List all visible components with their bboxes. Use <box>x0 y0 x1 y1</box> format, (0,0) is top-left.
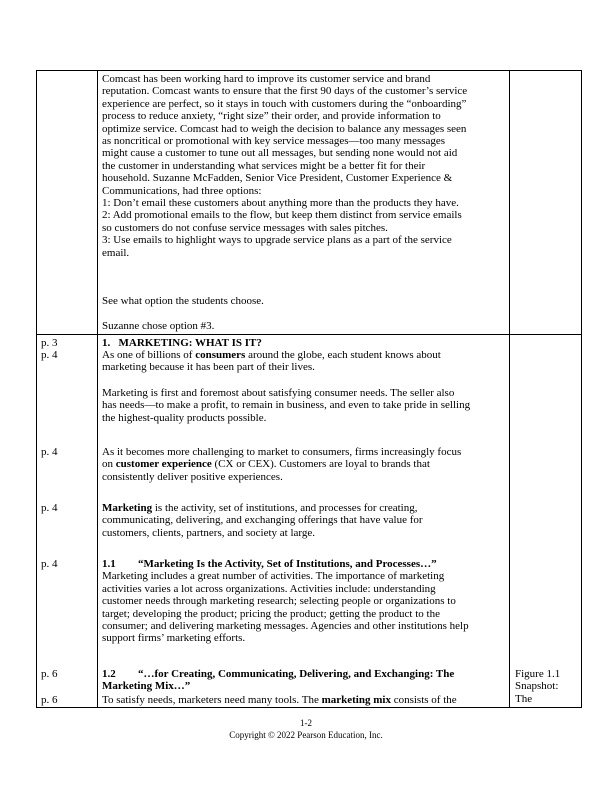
notes-cell <box>510 335 581 708</box>
text-run: around the globe, each student knows about <box>245 349 441 361</box>
text-run: is the activity, set of institutions, and processes for creating, <box>152 502 418 514</box>
cx-line-2 <box>102 458 430 470</box>
definition-line: customers, clients, partners, and society at large. <box>102 526 316 539</box>
text-line: so customers do not confuse service messages with sales pitches. <box>102 221 388 234</box>
chose-option-text: Suzanne chose option #3. <box>102 320 215 332</box>
content-cell <box>98 335 510 708</box>
cx-line-3: consistently deliver positive experiences. <box>102 470 283 483</box>
needs-line: Marketing is first and foremost about satisfying consumer needs. The seller also <box>102 387 455 399</box>
text-line: experience are perfect, so it stays in touch with customers during the “onboarding” <box>102 97 467 110</box>
text-line: activities varies a lot across organizations. Activities include: understanding <box>102 582 436 595</box>
figure-note: The <box>515 692 533 705</box>
copyright-notice: Copyright © 2022 Pearson Education, Inc. <box>229 730 383 740</box>
page-ref-cell <box>37 335 98 708</box>
text-line: the customer in understanding what services might be a better fit for their <box>102 159 426 172</box>
table-row-comcast <box>37 71 581 335</box>
notes-cell <box>510 71 581 334</box>
consumers-line <box>102 349 441 361</box>
key-term-consumers: consumers <box>195 349 246 361</box>
subsection-title: “…for Creating, Communicating, Delivering, and Exchanging: The <box>138 668 455 680</box>
section-heading: 1. MARKETING: WHAT IS IT? <box>102 337 262 349</box>
text-line: process to reduce anxiety, “right size” their order, and provide information to <box>102 110 441 123</box>
outline-table <box>36 70 582 708</box>
subsection-number: 1.2 <box>102 668 116 680</box>
page-ref: p. 4 <box>41 502 58 514</box>
text-line: Communications, had three options: <box>102 184 262 197</box>
subsection-number: 1.1 <box>102 558 116 570</box>
definition-line <box>102 502 417 514</box>
figure-note: Snapshot: <box>515 680 559 693</box>
key-term-customer-experience: customer experience <box>115 458 212 471</box>
page-ref: p. 3 <box>41 337 58 349</box>
page-ref: p. 6 <box>41 694 58 706</box>
text-line: support firms’ marketing efforts. <box>102 632 246 645</box>
text-run: consists of the <box>390 694 457 706</box>
text-line: 3: Use emails to highlight ways to upgrade service plans as a part of the service <box>102 234 452 247</box>
text-run: on <box>102 458 116 471</box>
figure-note: Figure 1.1 <box>515 668 561 680</box>
see-option-text: See what option the students choose. <box>102 295 264 307</box>
definition-line: communicating, delivering, and exchanging offerings that have value for <box>102 514 423 527</box>
text-line: email. <box>102 246 130 259</box>
text-line: Comcast has been working hard to improve its customer service and brand <box>102 73 431 85</box>
text-line: optimize service. Comcast had to weigh the decision to balance any messages seen <box>102 122 467 135</box>
text-run: As one of billions of <box>102 349 196 361</box>
text-line: Marketing includes a great number of activities. The importance of marketing <box>102 570 445 583</box>
text-run: To satisfy needs, marketers need many tools. The <box>102 694 322 706</box>
text-line: as noncritical or promotional with key service messages—too many messages <box>102 135 446 147</box>
text-line: target; developing the product; pricing the product; getting the product to the <box>102 607 440 620</box>
content-cell <box>98 71 510 334</box>
text-line: customer needs through marketing research; selecting people or organizations to <box>102 595 456 608</box>
needs-line: has needs—to make a profit, to remain in business, and even to take pride in selling <box>102 399 471 412</box>
text-run: (CX or CEX). Customers are loyal to brands that <box>211 458 430 471</box>
subsection-title: “Marketing Is the Activity, Set of Institutions, and Processes…” <box>138 558 437 570</box>
subsection-title-line-2: Marketing Mix…” <box>102 680 191 693</box>
page-ref: p. 4 <box>41 558 58 570</box>
key-term-marketing-mix: marketing mix <box>321 694 391 706</box>
key-term-marketing: Marketing <box>102 502 153 514</box>
page-number: 1-2 <box>300 718 312 728</box>
text-line: consumer; and delivering marketing messages. Agencies and other institutions help <box>102 620 469 632</box>
consumers-line-2: marketing because it has been part of their lives. <box>102 361 315 374</box>
page-ref: p. 4 <box>41 446 58 458</box>
page-ref: p. 4 <box>41 349 58 361</box>
text-line: 2: Add promotional emails to the flow, but keep them distinct from service emails <box>102 209 462 222</box>
needs-line: the highest-quality products possible. <box>102 411 267 424</box>
text-line: 1: Don’t email these customers about anything more than the products they have. <box>102 197 459 209</box>
page-ref-cell <box>37 71 98 334</box>
cx-line-1: As it becomes more challenging to market to consumers, firms increasingly focus <box>102 446 462 458</box>
text-line: might cause a customer to tune out all messages, but sending none would not aid <box>102 147 458 160</box>
page-ref: p. 6 <box>41 668 58 680</box>
text-line: reputation. Comcast wants to ensure that the first 90 days of the customer’s service <box>102 85 468 98</box>
marketing-mix-line <box>102 694 457 706</box>
table-row-marketing <box>37 335 581 708</box>
text-line: household. Suzanne McFadden, Senior Vice President, Customer Experience & <box>102 172 453 185</box>
